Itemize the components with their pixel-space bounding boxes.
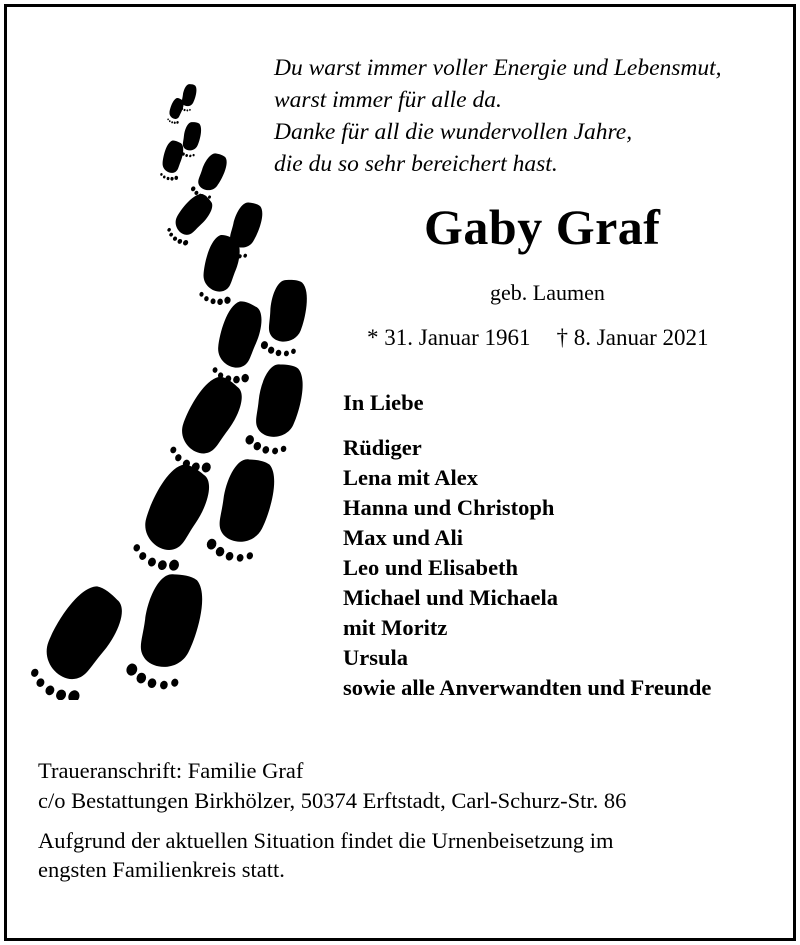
footprint-mark — [167, 97, 185, 125]
mourner-name: Hanna und Christoph — [343, 495, 555, 520]
footprint-mark — [242, 359, 311, 460]
footprint-mark — [159, 139, 184, 182]
mourner-name: Leo und Elisabeth — [343, 555, 519, 580]
poem-line: warst immer für alle da. — [274, 87, 502, 113]
note-line: Aufgrund der aktuellen Situation findet die Urnenbeisetzung im — [38, 828, 614, 853]
footprint-mark — [189, 150, 232, 203]
mourner-name: Ursula — [343, 645, 409, 670]
poem-line: Du warst immer voller Energie und Lebensmut, — [274, 55, 722, 81]
footprint-mark — [129, 458, 216, 577]
note-line: engsten Familienkreis statt. — [38, 857, 285, 882]
poem-line: Danke für all die wundervollen Jahre, — [274, 119, 633, 145]
birth-name: geb. Laumen — [490, 280, 605, 305]
address-line: c/o Bestattungen Birkhölzer, 50374 Erftstadt, Carl-Schurz-Str. 86 — [38, 788, 627, 813]
footprint-mark — [211, 298, 266, 386]
mourner-name: Max und Ali — [343, 525, 464, 550]
mourner-name: Michael und Michaela — [343, 585, 558, 610]
footprint-mark — [25, 577, 131, 700]
poem-line: die du so sehr bereichert hast. — [274, 151, 558, 177]
footprint-mark — [258, 276, 313, 361]
mourner-name: Rüdiger — [343, 435, 422, 460]
poem — [274, 52, 722, 180]
mourning-address — [38, 756, 626, 816]
footprint-mark — [166, 370, 249, 478]
burial-note — [38, 826, 613, 884]
mourners-intro: In Liebe — [343, 390, 424, 415]
death-date: † 8. Januar 2021 — [556, 325, 709, 350]
address-line: Traueranschrift: Familie Graf — [38, 758, 304, 783]
mourner-name: sowie alle Anverwandten und Freunde — [343, 675, 712, 700]
footprint-mark — [198, 233, 242, 308]
mourner-name: Lena mit Alex — [343, 465, 478, 490]
mourners-list — [343, 433, 711, 703]
birth-date: * 31. Januar 1961 — [367, 325, 531, 350]
mourner-name: mit Moritz — [343, 615, 448, 640]
deceased-name: Gaby Graf — [424, 199, 661, 255]
life-dates — [367, 325, 709, 351]
footprint-mark — [122, 567, 214, 697]
footprint-mark — [203, 452, 285, 567]
